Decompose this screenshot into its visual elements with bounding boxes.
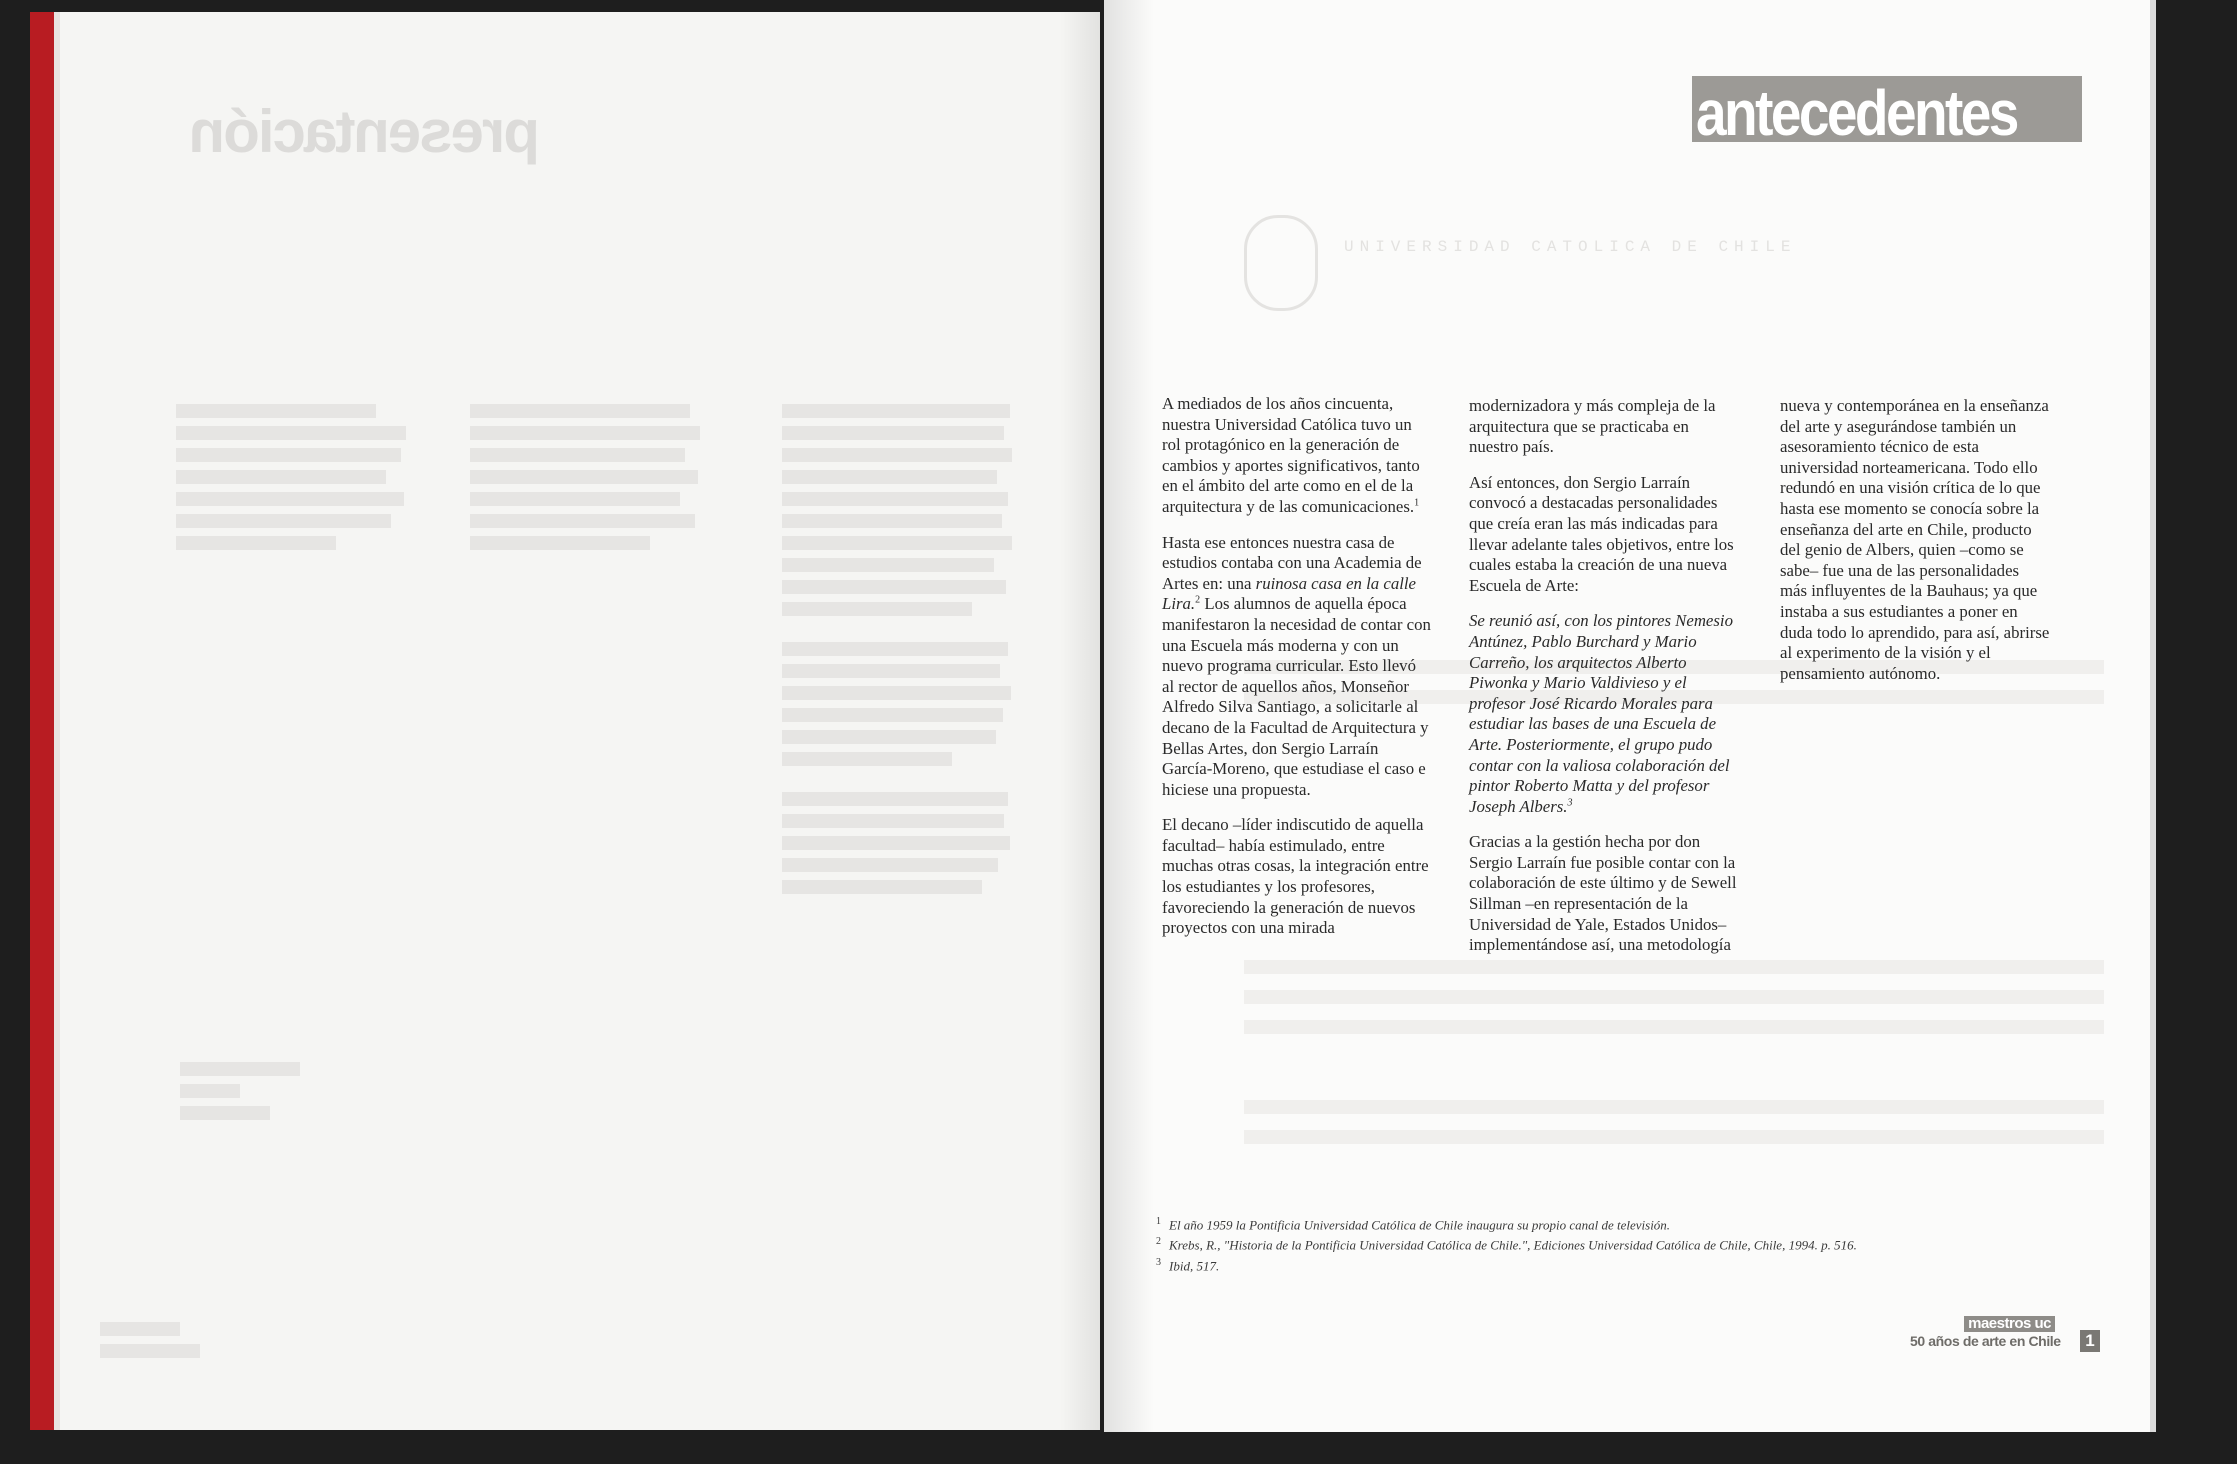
footnote-number: 2 bbox=[1156, 1236, 1161, 1248]
page-number: 1 bbox=[2080, 1330, 2100, 1352]
footnote-ref: 1 bbox=[1414, 497, 1420, 509]
footnote-text: El año 1959 la Pontificia Universidad Católica de Chile inaugura su propio canal de televisión. bbox=[1169, 1217, 1671, 1233]
background-scan-line bbox=[1244, 1130, 2104, 1144]
left-page-showthrough-title: presentación bbox=[190, 98, 540, 165]
showthrough-column bbox=[470, 404, 700, 558]
brand-tagline: 50 años de arte en Chile bbox=[1910, 1333, 2061, 1349]
text-column-2 bbox=[1469, 396, 1739, 971]
paragraph bbox=[1162, 394, 1432, 518]
footnote-number: 1 bbox=[1156, 1216, 1161, 1227]
quote-text: Se reunió así, con los pintores Nemesio Antúnez, Pablo Burchard y Mario Carreño, los arquitectos Alberto Piwonka y Mario Valdivieso y el profesor José Ricardo Morales para estudiar las bases de una Escuela de Arte. Posteriormente, el grupo pudo contar con la valiosa colaboración del pintor Roberto Matta y del profesor Joseph Albers. bbox=[1469, 611, 1733, 816]
footnote-number: 3 bbox=[1156, 1256, 1161, 1268]
footnote bbox=[1156, 1233, 1857, 1253]
footnote-text: Ibid, 517. bbox=[1169, 1257, 1220, 1273]
showthrough-column bbox=[782, 404, 1012, 902]
section-title: antecedentes bbox=[1696, 77, 2017, 142]
right-page-edge bbox=[2150, 0, 2156, 1432]
footnote bbox=[1156, 1213, 1857, 1233]
block-quote bbox=[1469, 611, 1739, 817]
text-column-1 bbox=[1162, 394, 1432, 954]
left-gutter-shadow bbox=[1060, 12, 1100, 1430]
paragraph-text: Los alumnos de aquella época manifestaron la necesidad de contar con una Escuela más moderna y con un nuevo programa curricular. Esto llevó al rector de aquellos años, Monseñor Alfredo Silva Santiago, a solicitarle al decano de la Facultad de Arquitectura y Bellas Artes, don Sergio Larraín García-Moreno, que estudiase el caso e hiciese una propuesta. bbox=[1162, 594, 1431, 799]
footnotes bbox=[1156, 1213, 1857, 1274]
university-seal-watermark bbox=[1244, 215, 1318, 311]
paragraph-text: A mediados de los años cincuenta, nuestra Universidad Católica tuvo un rol protagónico en la generación de cambios y aportes significativos, tanto en el ámbito del arte como en el de la arquitectura y de las comunicaciones. bbox=[1162, 394, 1420, 516]
paragraph-text: Hasta ese entonces nuestra casa de estudios contaba con una Academia de Artes en: una bbox=[1162, 532, 1422, 593]
footnote-ref: 3 bbox=[1567, 797, 1573, 809]
paragraph: nueva y contemporánea en la enseñanza del arte y asegurándose también un asesoramiento técnico de esta universidad norteamericana. Todo ello redundó en una visión crítica de lo que hasta ese momento se conocía sobre la enseñanza del arte en Chile, producto del genio de Albers, quien –como se sabe– fue una de las personalidades más influyentes de la Bauhaus; ya que instaba a sus estudiantes a poner en duda todo lo aprendido, para así, abrirse al experimento de la visión y el pensamiento autónomo. bbox=[1780, 396, 2050, 683]
footnote bbox=[1156, 1254, 1857, 1274]
left-page bbox=[30, 12, 1100, 1430]
right-page bbox=[1104, 0, 2150, 1432]
footnote-text: Krebs, R., "Historia de la Pontificia Universidad Católica de Chile.", Ediciones Universidad Católica de Chile, Chile, 1994. p. 516. bbox=[1169, 1237, 1857, 1253]
paragraph: modernizadora y más compleja de la arquitectura que se practicaba en nuestro país. bbox=[1469, 396, 1716, 457]
background-letterhead: UNIVERSIDAD CATOLICA DE CHILE bbox=[1344, 238, 1797, 256]
paragraph: El decano –líder indiscutido de aquella facultad– había estimulado, entre muchas otras cosas, la integración entre los estudiantes y los profesores, favoreciendo la generación de nuevos proyectos con una mirada bbox=[1162, 815, 1429, 938]
showthrough-column bbox=[176, 404, 406, 558]
footer-brand bbox=[1910, 1315, 2061, 1350]
brand-name: maestros uc bbox=[1964, 1316, 2055, 1332]
background-scan-line bbox=[1244, 990, 2104, 1004]
footnote-ref: 2 bbox=[1195, 594, 1201, 606]
left-page-edge-strip bbox=[54, 12, 60, 1430]
showthrough-footer bbox=[100, 1322, 330, 1366]
background-scan-line bbox=[1244, 1100, 2104, 1114]
paragraph bbox=[1162, 533, 1432, 801]
paragraph: Gracias a la gestión hecha por don Sergio Larraín fue posible contar con la colaboración de este último y de Sewell Sillman –en representación de la Universidad de Yale, Estados Unidos– implementándose así, una metodología bbox=[1469, 832, 1737, 955]
background-scan-line bbox=[1244, 1020, 2104, 1034]
paragraph: Así entonces, don Sergio Larraín convocó a destacadas personalidades que creía eran las más indicadas para llevar adelante tales objetivos, entre los cuales estaba la creación de una nueva Escuela de Arte: bbox=[1469, 472, 1734, 595]
section-title-box bbox=[1692, 76, 2082, 142]
left-page-red-edge bbox=[30, 12, 54, 1430]
showthrough-signature bbox=[180, 1062, 410, 1128]
italic-text: ruinosa casa en la calle Lira. bbox=[1162, 573, 1417, 614]
right-gutter-shadow bbox=[1104, 0, 1154, 1432]
text-column-3 bbox=[1780, 396, 2050, 699]
